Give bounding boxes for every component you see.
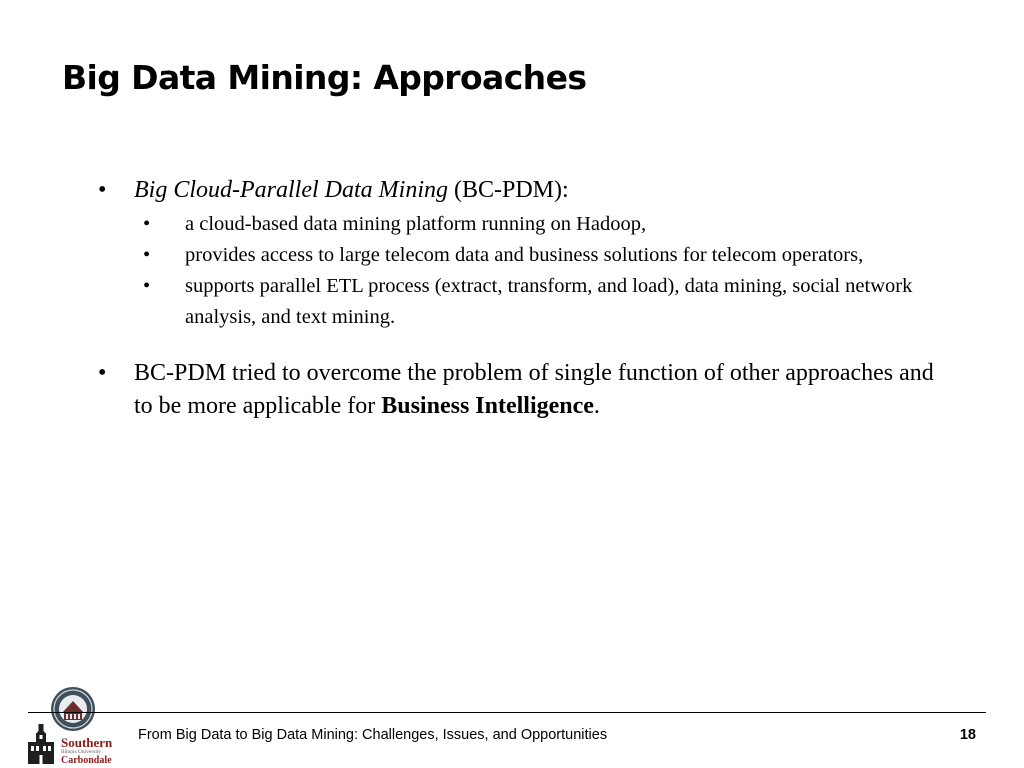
bullet-text-end: . — [593, 393, 600, 419]
logo-text-carbondale: Carbondale — [61, 755, 112, 766]
bullet-text: BC-PDM tried to overcome the problem of single function of other approaches and to be more applicable for — [134, 360, 934, 419]
bullet-lead-text: Big Cloud-Parallel Data Mining — [134, 177, 448, 203]
bullet-list — [98, 174, 958, 423]
sub-bullet-text: supports parallel ETL process (extract, transform, and load), data mining, social network analysis, and text mining. — [185, 275, 913, 328]
bullet-marker: • — [98, 360, 107, 386]
bullet-text: (BC-PDM): — [447, 177, 569, 203]
footer-divider — [28, 712, 986, 713]
university-logo — [24, 722, 124, 766]
old-main-building-icon — [24, 722, 58, 766]
sub-bullet-marker: • — [143, 244, 151, 266]
slide-title: Big Data Mining: Approaches — [62, 58, 587, 97]
sub-bullet-marker: • — [143, 213, 151, 235]
page-number: 18 — [959, 727, 976, 743]
sub-bullet-text: provides access to large telecom data and business solutions for telecom operators, — [185, 244, 864, 266]
footer-text: From Big Data to Big Data Mining: Challenges, Issues, and Opportunities — [138, 727, 608, 743]
sub-bullet-list — [134, 209, 958, 333]
bullet-item — [98, 357, 934, 423]
sub-bullet-item — [134, 240, 958, 271]
logo-text-southern: Southern — [61, 735, 113, 750]
sub-bullet-text: a cloud-based data mining platform running on Hadoop, — [185, 213, 647, 235]
bullet-marker: • — [98, 177, 107, 203]
bullet-emphasis-text: Business Intelligence — [381, 393, 594, 419]
sub-bullet-marker: • — [143, 275, 151, 297]
logo-text-illinois-university: Illinois University — [61, 749, 102, 755]
bullet-item — [98, 174, 958, 333]
sub-bullet-item — [134, 271, 958, 333]
sub-bullet-item — [134, 209, 958, 240]
